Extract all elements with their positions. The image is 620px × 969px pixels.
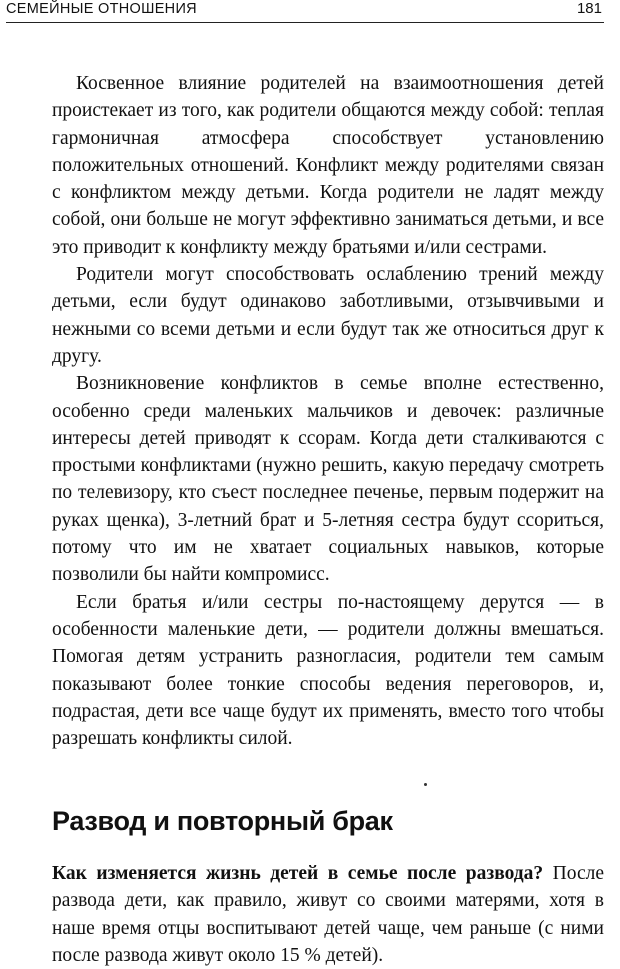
body-text (52, 70, 604, 752)
paragraph-1: Косвенное влияние родителей на взаимоотношения детей проистекает из того, как родители общаются между собой: теплая гармоничная атмосфера способствует установлению положительных отношений. Конфликт между родителями связан с конфликтом между детьми. Когда родители не ладят между собой, они больше не могут эффективно заниматься детьми, и все это приводит к конфликту между братьями и/или сестрами. (52, 73, 604, 258)
section-paragraph-text: После развода дети, как правило, живут со своими матерями, хотя в наше время отцы воспитывают детей чаще, чем раньше (с ними после развода живут около 15 % детей). (52, 863, 604, 966)
page-number: 181 (576, 0, 602, 17)
lead-question: Как изменяется жизнь детей в семье после развода? (52, 863, 544, 884)
running-title: СЕМЕЙНЫЕ ОТНОШЕНИЯ (6, 1, 197, 17)
paragraph-3: Возникновение конфликтов в семье вполне естественно, особенно среди маленьких мальчиков и девочек: различные интересы детей приводят к ссорам. Когда дети сталкиваются с простыми конфликтами (нужно решить, какую передачу смотреть по телевизору, кто съест последнее печенье, первым подержит на руках щенка), 3-летний брат и 5-летняя сестра будут ссориться, потому что им не хватает социальных навыков, которые позволили бы найти компромисс. (52, 373, 604, 586)
paragraph-4: Если братья и/или сестры по-настоящему дерутся — в особенности маленькие дети, — родители должны вмешаться. Помогая детям устранить разногласия, родители тем самым показывают более тонкие способы ведения переговоров, и, подрастая, дети все чаще будут их применять, вместо того чтобы разрешать конфликты силой. (52, 591, 604, 750)
section-heading: Развод и повторный брак (52, 806, 393, 836)
paragraph-2: Родители могут способствовать ослаблению трений между детьми, если будут одинаково заботливыми, отзывчивыми и нежными со всеми детьми и если будут так же относиться друг к другу. (52, 264, 604, 367)
section-paragraph (52, 860, 604, 969)
print-speck (424, 783, 427, 786)
running-head (6, 0, 604, 23)
